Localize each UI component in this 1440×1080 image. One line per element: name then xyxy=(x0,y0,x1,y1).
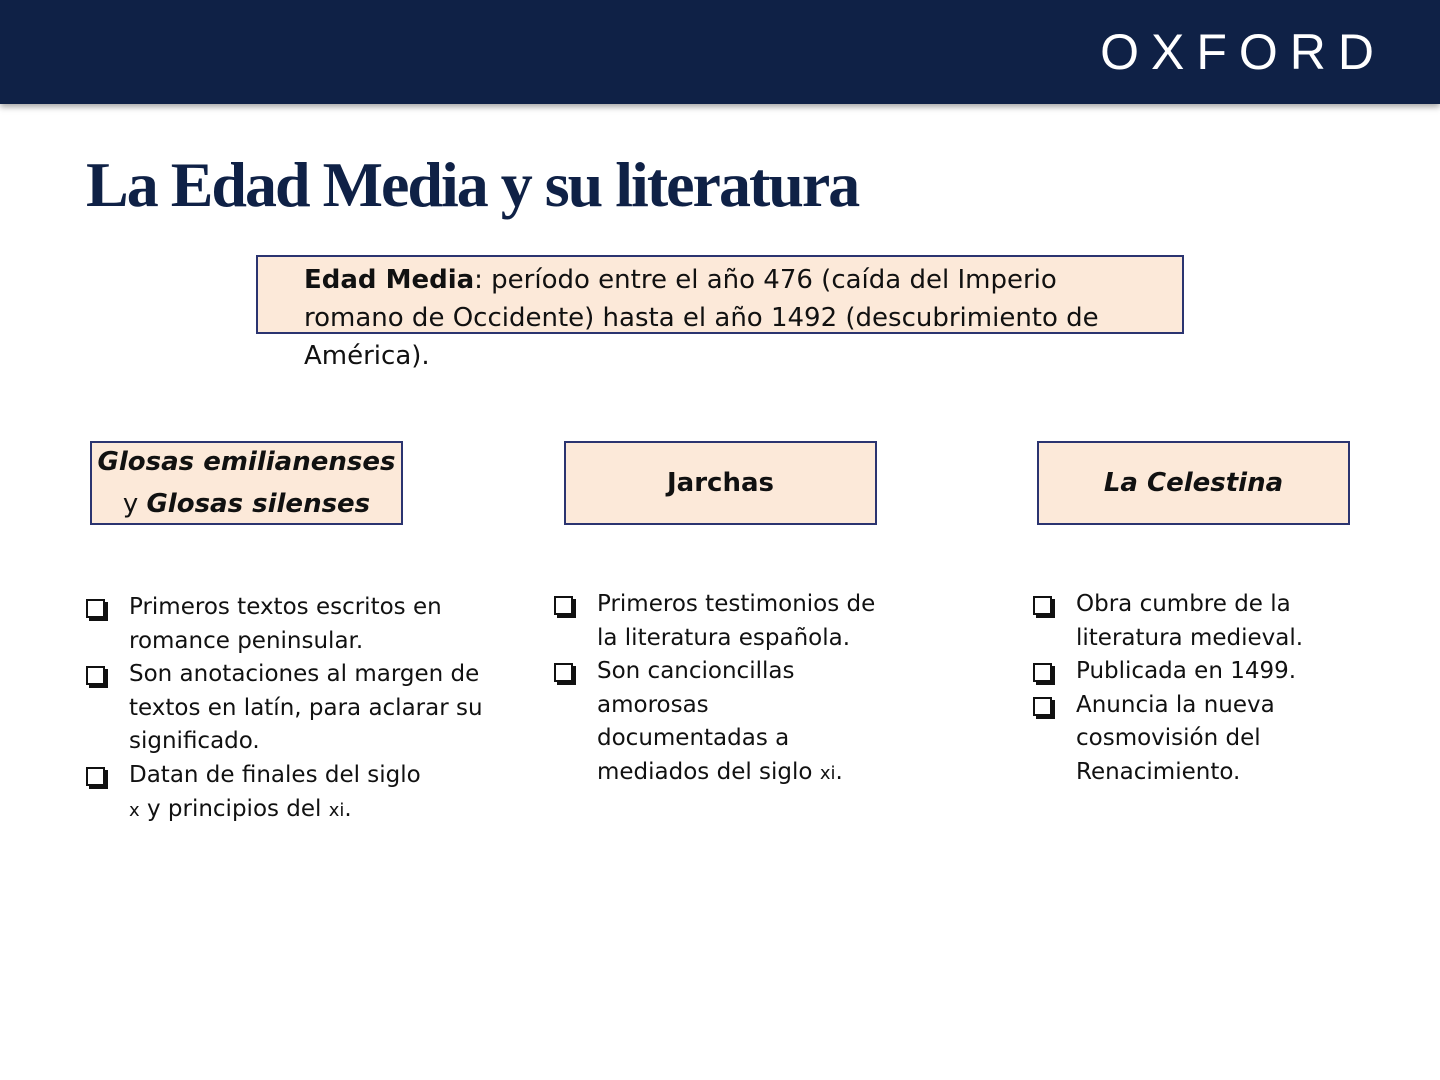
oxford-logo: OXFORD xyxy=(1100,24,1386,80)
checkbox-bullet-icon xyxy=(86,666,105,685)
definition-box xyxy=(256,255,1184,371)
heading-glosas-silenses: Glosas silenses xyxy=(146,489,371,519)
list-item: Primeros testimonios de la literatura española. xyxy=(554,588,884,655)
definition-text: : período entre el año 476 (caída del Imperio romano de Occidente) hasta el año 1492 (descubrimiento de América). xyxy=(304,265,1099,371)
heading-box-jarchas xyxy=(564,441,877,525)
bullet-list-jarchas xyxy=(554,588,884,791)
list-item: Son cancioncillas amorosas documentadas a mediados del siglo xi. xyxy=(554,655,884,790)
list-item: Primeros textos escritos en romance peninsular. xyxy=(86,591,486,658)
header-bar xyxy=(0,0,1440,104)
heading-la-celestina: La Celestina xyxy=(1103,468,1284,498)
page-title: La Edad Media y su literatura xyxy=(86,149,859,220)
checkbox-bullet-icon xyxy=(1033,663,1052,682)
checkbox-bullet-icon xyxy=(86,599,105,618)
definition-term: Edad Media xyxy=(304,265,475,295)
list-item: Publicada en 1499. xyxy=(1033,655,1363,689)
checkbox-bullet-icon xyxy=(1033,596,1052,615)
bullet-list-celestina xyxy=(1033,588,1363,790)
century-xi: xi xyxy=(328,799,345,821)
checkbox-bullet-icon xyxy=(554,663,573,682)
century-xi: xi xyxy=(819,762,836,784)
list-item: Son anotaciones al margen de textos en latín, para aclarar su significado. xyxy=(86,658,486,759)
century-x: x xyxy=(129,799,140,821)
checkbox-bullet-icon xyxy=(554,596,573,615)
checkbox-bullet-icon xyxy=(1033,697,1052,716)
heading-box-glosas xyxy=(90,441,403,525)
heading-jarchas: Jarchas xyxy=(667,468,774,498)
heading-glosas-emilianenses: Glosas emilianenses xyxy=(97,447,396,477)
bullet-list-glosas xyxy=(86,591,486,827)
list-item: Anuncia la nueva cosmovisión del Renacimiento. xyxy=(1033,689,1363,790)
checkbox-bullet-icon xyxy=(86,767,105,786)
heading-box-celestina xyxy=(1037,441,1350,525)
list-item: Obra cumbre de la literatura medieval. xyxy=(1033,588,1363,655)
list-item: Datan de finales del siglo x y principios del xi. xyxy=(86,759,486,827)
heading-connector: y xyxy=(122,489,147,519)
